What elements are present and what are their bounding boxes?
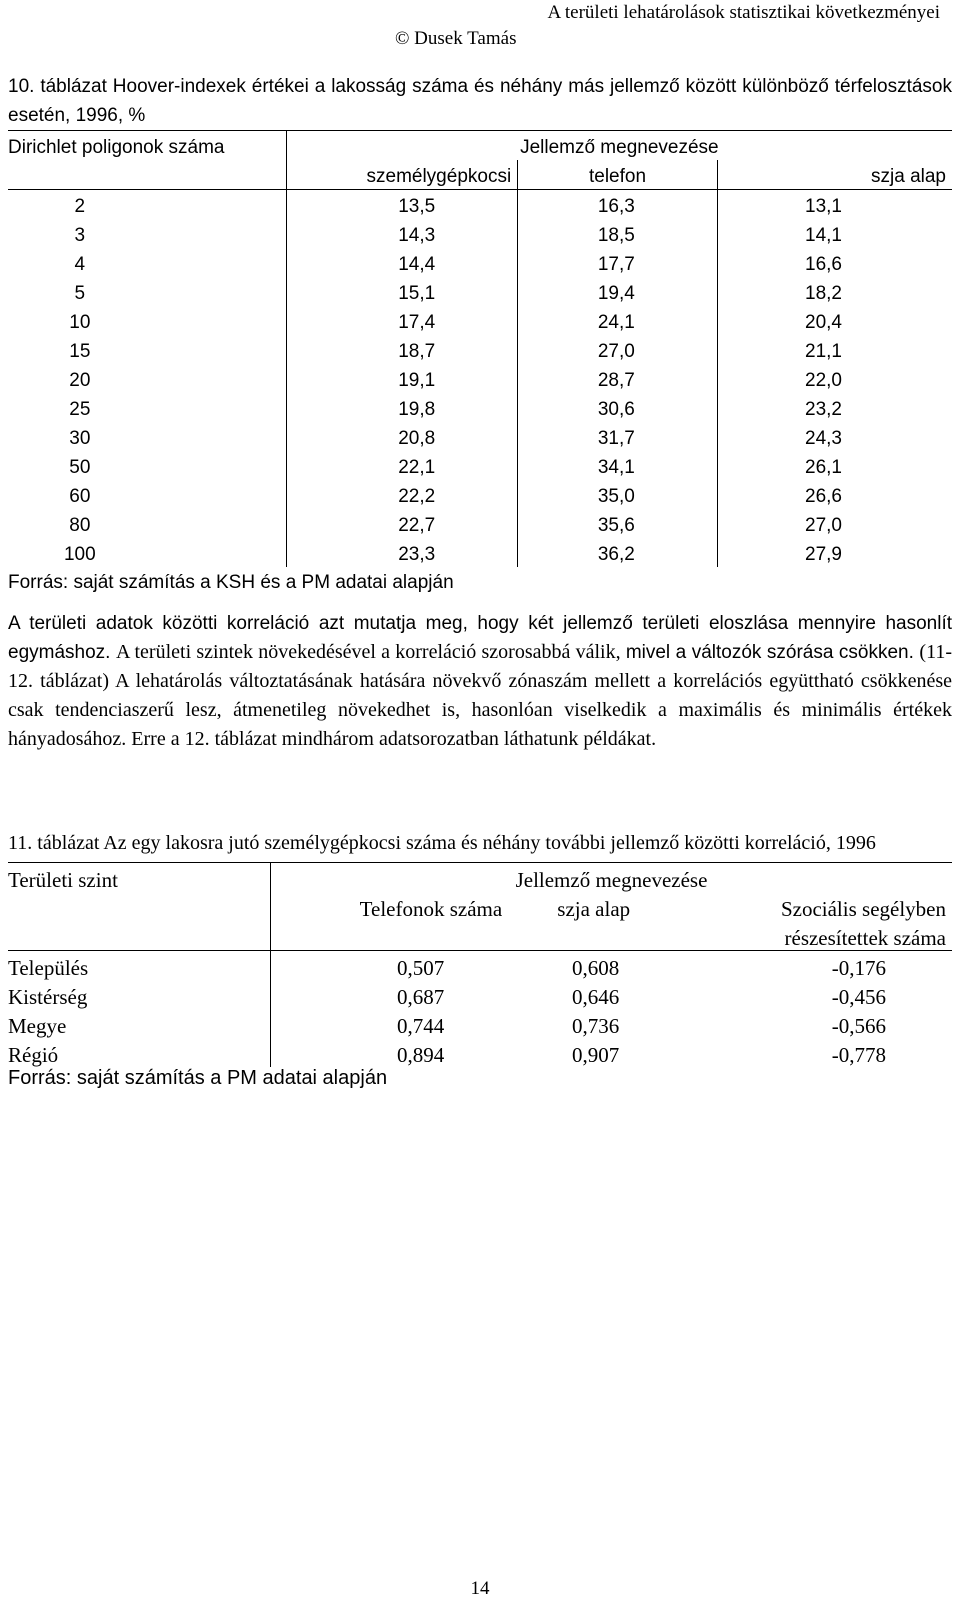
table11-col2-header: szja alap — [557, 897, 631, 921]
table10-cell: 26,6 — [717, 480, 952, 509]
table11-col0-header: Területi szint — [8, 863, 271, 893]
running-header-title: A területi lehatárolások statisztikai következményei — [547, 2, 940, 23]
table10-cell: 19,8 — [286, 393, 518, 422]
table11-cell: 0,608 — [571, 956, 620, 980]
table10-cell: 13,5 — [286, 190, 518, 220]
table-row — [8, 364, 952, 393]
table11-blank-cell2 — [8, 921, 271, 951]
table-row — [8, 277, 952, 306]
table10-cell: 24,3 — [717, 422, 952, 451]
table10-group-header: Jellemző megnevezése — [286, 131, 952, 161]
paragraph-part1: A területi adatok közötti korreláció azt mutatja meg, hogy két jellemző területi eloszlása mennyire hasonlít egymáshoz. — [8, 613, 952, 663]
table10-cell: 21,1 — [717, 335, 952, 364]
table-row — [8, 219, 952, 248]
table10-cell: 15 — [69, 341, 91, 362]
table10-cell: 27,0 — [518, 335, 718, 364]
table-row — [8, 1038, 952, 1067]
table10-cell: 16,3 — [518, 190, 718, 220]
table-row — [8, 190, 952, 220]
table-row — [8, 306, 952, 335]
table-row — [8, 980, 952, 1009]
table10-col3-header: szja alap — [717, 160, 952, 190]
table10-cell: 19,4 — [518, 277, 718, 306]
paragraph-part3: mivel a változók szórása csökken. — [625, 642, 920, 663]
table-row — [8, 248, 952, 277]
table10-cell: 18,7 — [286, 335, 518, 364]
table10-cell: 13,1 — [717, 190, 952, 220]
table11-source: Forrás: saját számítás a PM adatai alapján — [8, 1067, 388, 1089]
table10-cell: 17,7 — [518, 248, 718, 277]
table10-source: Forrás: saját számítás a KSH és a PM adatai alapján — [8, 572, 454, 593]
body-paragraph — [8, 609, 952, 754]
table-row — [8, 509, 952, 538]
table10-cell: 15,1 — [286, 277, 518, 306]
table10-cell: 50 — [69, 457, 91, 478]
running-header-author: © Dusek Tamás — [395, 28, 517, 49]
table-row — [8, 335, 952, 364]
table10-cell: 23,3 — [286, 538, 518, 567]
table11-cell: -0,566 — [831, 1014, 886, 1038]
table10-subheader-row — [8, 160, 952, 190]
table-row — [8, 1009, 952, 1038]
table10-col2-header: telefon — [518, 160, 718, 190]
table11-blank-cell3 — [271, 921, 509, 951]
table10-cell: 30,6 — [518, 393, 718, 422]
table10-cell: 18,5 — [518, 219, 718, 248]
table10-cell: 22,1 — [286, 451, 518, 480]
table10-cell: 27,0 — [717, 509, 952, 538]
paragraph-part2: A területi szintek növekedésével a korreláció szorosabbá válik, — [115, 641, 626, 663]
table10-cell: 31,7 — [518, 422, 718, 451]
table10-cell: 5 — [74, 283, 86, 304]
table10-cell: 30 — [69, 428, 91, 449]
table11-cell: 0,646 — [571, 985, 620, 1009]
table10 — [8, 130, 952, 567]
table11-blank-cell — [8, 892, 271, 921]
table10-cell: 60 — [69, 486, 91, 507]
table10-cell: 2 — [74, 196, 86, 217]
table11-cell: 0,507 — [271, 951, 509, 981]
table10-caption: 10. táblázat Hoover-indexek értékei a lakosság száma és néhány más jellemző között különböző térfelosztások esetén, 1996, % — [8, 76, 952, 126]
table10-cell: 34,1 — [518, 451, 718, 480]
table11-cell: -0,456 — [831, 985, 886, 1009]
table11-cell: Település — [8, 956, 89, 980]
table10-cell: 100 — [63, 544, 96, 565]
table11-group-header: Jellemző megnevezése — [271, 863, 953, 893]
table10-cell: 4 — [74, 254, 86, 275]
table10-cell: 18,2 — [717, 277, 952, 306]
table10-cell: 10 — [69, 312, 91, 333]
table11-cell: 0,687 — [271, 980, 509, 1009]
table11-cell: 0,736 — [571, 1014, 620, 1038]
table11-col3-header-line2: részesítettek száma — [679, 921, 952, 951]
table11-cell: Kistérség — [8, 985, 88, 1009]
table10-cell: 14,1 — [717, 219, 952, 248]
table-row — [8, 951, 952, 981]
table10-cell: 20,4 — [717, 306, 952, 335]
table11-cell: -0,176 — [831, 956, 886, 980]
table10-header-row — [8, 131, 952, 161]
table-row — [8, 422, 952, 451]
table11-header-row — [8, 863, 952, 893]
table11-cell: 0,744 — [271, 1009, 509, 1038]
paragraph-part4: (11-12. táblázat) A lehatárolás változtatásának hatására növekvő zónaszám mellett a korrelációs együttható csökkenése csak tendenciaszerű lesz, átmenetileg növekedhet is, hasonlóan viselkedik a maximális és minimális értékek hányadosához. Erre a 12. táblázat mindhárom adatsorozatban láthatunk példákat. — [8, 641, 952, 750]
table-row — [8, 393, 952, 422]
page-number: 14 — [470, 1578, 490, 1599]
table10-cell: 14,3 — [286, 219, 518, 248]
table11-blank-cell4 — [508, 921, 679, 951]
table10-cell: 19,1 — [286, 364, 518, 393]
table10-cell: 3 — [74, 225, 86, 246]
table11 — [8, 862, 952, 1067]
table10-col1-header: személygépkocsi — [286, 160, 518, 190]
table10-cell: 14,4 — [286, 248, 518, 277]
table10-cell: 35,0 — [518, 480, 718, 509]
table10-cell: 23,2 — [717, 393, 952, 422]
table10-cell: 20,8 — [286, 422, 518, 451]
table11-col1-header: Telefonok száma — [271, 892, 509, 921]
table11-cell: Régió — [8, 1043, 59, 1067]
table10-cell: 28,7 — [518, 364, 718, 393]
table11-col3-header-line1: Szociális segélyben — [780, 897, 946, 921]
table-row — [8, 538, 952, 567]
table11-caption: 11. táblázat Az egy lakosra jutó személygépkocsi száma és néhány további jellemző közötti korreláció, 1996 — [8, 832, 876, 854]
table11-cell: 0,894 — [271, 1038, 509, 1067]
table10-blank-cell — [8, 160, 286, 190]
table-row — [8, 451, 952, 480]
table10-cell: 22,7 — [286, 509, 518, 538]
table11-cell: 0,907 — [571, 1043, 620, 1067]
table10-cell: 35,6 — [518, 509, 718, 538]
table10-cell: 22,2 — [286, 480, 518, 509]
table10-cell: 36,2 — [518, 538, 718, 567]
table10-cell: 22,0 — [717, 364, 952, 393]
table10-col0-header: Dirichlet poligonok száma — [8, 131, 286, 161]
table10-cell: 27,9 — [717, 538, 952, 567]
table11-cell: Megye — [8, 1014, 67, 1038]
table-row — [8, 480, 952, 509]
table10-cell: 20 — [69, 370, 91, 391]
table10-cell: 17,4 — [286, 306, 518, 335]
table10-cell: 25 — [69, 399, 91, 420]
table11-subheader-row — [8, 892, 952, 921]
table10-cell: 80 — [69, 515, 91, 536]
table10-cell: 26,1 — [717, 451, 952, 480]
table11-cell: -0,778 — [831, 1043, 886, 1067]
table10-cell: 16,6 — [717, 248, 952, 277]
table11-subheader-row2 — [8, 921, 952, 951]
table10-cell: 24,1 — [518, 306, 718, 335]
